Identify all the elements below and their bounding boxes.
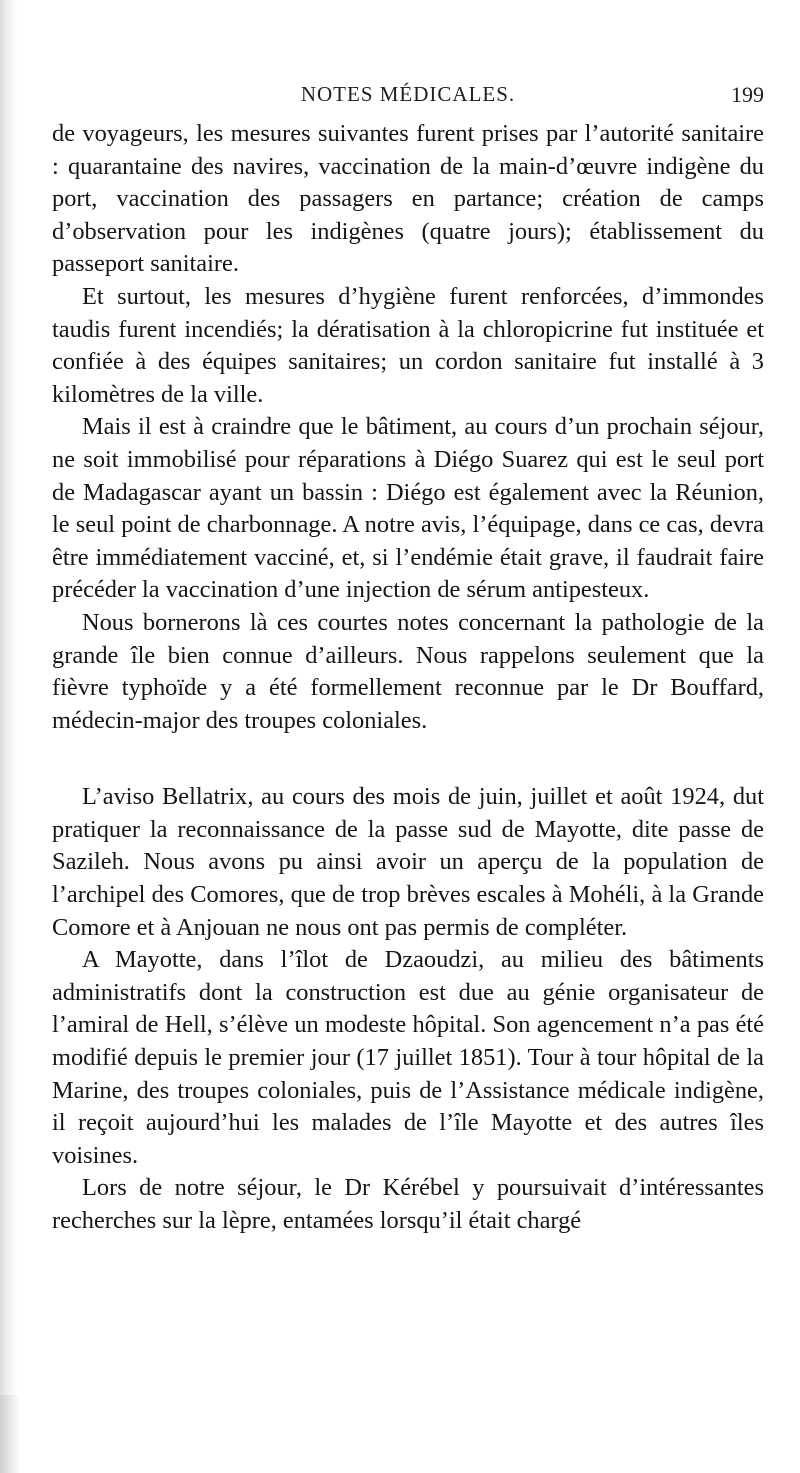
paragraph-3: Mais il est à craindre que le bâtiment, au cours d’un prochain séjour, ne soit immobilisé pour réparations à Diégo Suarez qui est le seul port de Madagascar ayant un bassin : Diégo est également avec la Réunion, le seul point de charbonnage. A notre avis, l’équipage, dans ce cas, devra être immédiatement vacciné, et, si l’endémie était grave, il faudrait faire précéder la vaccination d’une injection de sérum antipesteux.	[52, 413, 764, 604]
paragraph-6: A Mayotte, dans l’îlot de Dzaoudzi, au milieu des bâtiments administratifs dont la construction est due au génie organisateur de l’amiral de Hell, s’élève un modeste hôpital. Son agencement n’a pas été modifié depuis le premier jour (17 juillet 1851). Tour à tour hôpital de la Marine, des troupes coloniales, puis de l’Assistance médicale indigène, il reçoit aujourd’hui les malades de l’île Mayotte et des autres îles voisines.	[52, 946, 764, 1169]
paragraph-1: de voyageurs, les mesures suivantes furent prises par l’autorité sanitaire : quarantaine des navires, vaccination de la main-d’œuvre indigène du port, vaccination des passagers en partance; création de camps d’observation pour les indigènes (quatre jours); établissement du passeport sanitaire.	[52, 120, 764, 278]
page-number: 199	[731, 82, 764, 107]
section-break	[52, 737, 764, 781]
page-smudge	[0, 1395, 20, 1473]
paragraph-4: Nous bornerons là ces courtes notes concernant la pathologie de la grande île bien connue d’ailleurs. Nous rappelons seulement que la fièvre typhoïde y a été formellement reconnue par le Dr Bouffard, médecin-major des troupes coloniales.	[52, 608, 764, 734]
page-header	[52, 82, 764, 112]
page-edge-shadow	[0, 0, 18, 1473]
body-text	[52, 118, 764, 1238]
paragraph-7: Lors de notre séjour, le Dr Kérébel y poursuivait d’intéressantes recherches sur la lèpre, entamées lorsqu’il était chargé	[52, 1174, 764, 1234]
running-head: NOTES MÉDICALES.	[300, 82, 516, 106]
paragraph-2: Et surtout, les mesures d’hygiène furent renforcées, d’immondes taudis furent incendiés; la dératisation à la chloropicrine fut instituée et confiée à des équipes sanitaires; un cordon sanitaire fut installé à 3 kilomètres de la ville.	[52, 282, 764, 408]
paragraph-5: L’aviso Bellatrix, au cours des mois de juin, juillet et août 1924, dut pratiquer la reconnaissance de la passe sud de Mayotte, dite passe de Sazileh. Nous avons pu ainsi avoir un aperçu de la population de l’archipel des Comores, que de trop brèves escales à Mohéli, à la Grande Comore et à Anjouan ne nous ont pas permis de compléter.	[52, 783, 764, 941]
